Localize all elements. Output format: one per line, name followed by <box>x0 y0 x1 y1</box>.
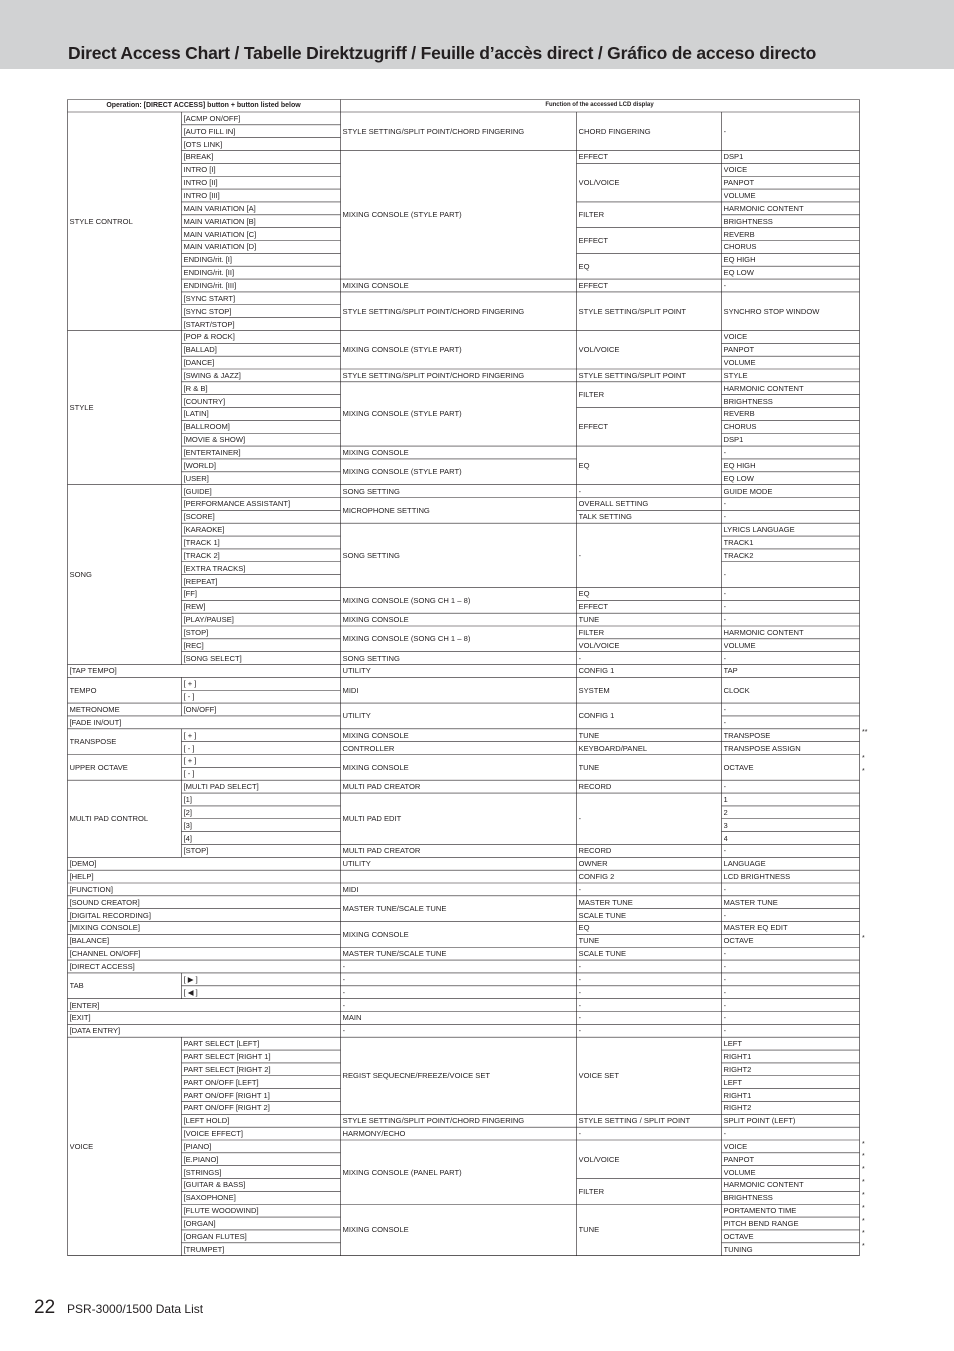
display-label: MIXING CONSOLE <box>342 448 409 458</box>
parameter-label: VOLUME <box>723 1167 756 1177</box>
parameter-label: TRACK1 <box>723 537 754 547</box>
button-label: [USER] <box>183 473 209 483</box>
button-label: [PERFORMANCE ASSISTANT] <box>183 499 291 509</box>
sub-display-label: TUNE <box>578 1225 600 1235</box>
parameter-label: - <box>723 1129 727 1139</box>
sub-display-label: - <box>578 1000 582 1010</box>
display-label: - <box>342 1000 346 1010</box>
parameter-label: - <box>723 653 727 663</box>
parameter-label: HARMONIC CONTENT <box>723 1180 804 1190</box>
operation-group-label: [SOUND CREATOR] <box>69 897 140 907</box>
parameter-label: DSP1 <box>723 152 744 162</box>
display-label: UTILITY <box>342 859 371 869</box>
operation-group-label: [CHANNEL ON/OFF] <box>69 949 141 959</box>
parameter-label: CHORUS <box>723 242 757 252</box>
parameter-label: - <box>723 280 727 290</box>
sub-display-label: STYLE SETTING/SPLIT POINT <box>578 306 686 316</box>
parameter-label: VOLUME <box>723 358 756 368</box>
button-label: [VOICE EFFECT] <box>183 1129 243 1139</box>
parameter-label: RIGHT1 <box>723 1090 752 1100</box>
operation-group-label: [DEMO] <box>69 859 97 869</box>
page-title: Direct Access Chart / Tabelle Direktzugriff / Feuille d’accès direct / Gráfico de acceso directo <box>68 43 817 63</box>
footnote-marker: * <box>862 1230 865 1238</box>
display-label: UTILITY <box>342 711 371 721</box>
operation-group-label: SONG <box>69 570 92 580</box>
sub-display-label: EQ <box>578 923 590 933</box>
footnote-marker: * <box>862 755 865 762</box>
sub-display-label: EQ <box>578 589 590 599</box>
parameter-label: - <box>723 717 727 727</box>
sub-display-label: - <box>578 987 582 997</box>
button-label: [ + ] <box>183 730 197 740</box>
parameter-label: LCD BRIGHTNESS <box>723 872 791 882</box>
sub-display-label: SCALE TUNE <box>578 910 627 920</box>
button-label: MAIN VARIATION [B] <box>183 216 256 226</box>
button-label: [MOVIE & SHOW] <box>183 435 246 445</box>
parameter-label: 4 <box>723 833 728 843</box>
parameter-label: PANPOT <box>723 345 755 355</box>
sub-display-label: - <box>578 1026 582 1036</box>
operation-group-label: VOICE <box>69 1141 94 1151</box>
parameter-label: TRANSPOSE <box>723 730 771 740</box>
button-label: [3] <box>183 820 192 830</box>
parameter-label: - <box>723 1013 727 1023</box>
button-label: [OTS LINK] <box>183 139 223 149</box>
button-label: PART SELECT [LEFT] <box>183 1039 260 1049</box>
parameter-label: PORTAMENTO TIME <box>723 1206 797 1216</box>
parameter-label: - <box>723 962 727 972</box>
parameter-label: EQ LOW <box>723 473 754 483</box>
display-label: STYLE SETTING/SPLIT POINT/CHORD FINGERING <box>342 1116 525 1126</box>
sub-display-label: - <box>578 486 582 496</box>
parameter-label: REVERB <box>723 409 755 419</box>
parameter-label: TUNING <box>723 1244 753 1254</box>
footnote-marker: * <box>862 1166 865 1174</box>
button-label: [COUNTRY] <box>183 396 226 406</box>
sub-display-label: TALK SETTING <box>578 512 632 522</box>
parameter-label: PANPOT <box>723 178 755 188</box>
button-label: [ - ] <box>183 743 195 753</box>
parameter-label: - <box>723 846 727 856</box>
parameter-label: HARMONIC CONTENT <box>723 203 804 213</box>
sub-display-label: FILTER <box>578 390 605 400</box>
parameter-label: OCTAVE <box>723 936 754 946</box>
parameter-label: - <box>723 448 727 458</box>
display-label: REGIST SEQUECNE/FREEZE/VOICE SET <box>342 1071 491 1081</box>
button-label: [FF] <box>183 589 197 599</box>
parameter-label: EQ LOW <box>723 268 754 278</box>
button-label: [BALLROOM] <box>183 422 230 432</box>
button-label: [ ▶ ] <box>183 974 198 984</box>
button-label: [ + ] <box>183 679 197 689</box>
display-label: MIXING CONSOLE <box>342 762 409 772</box>
sub-display-label: SYSTEM <box>578 685 610 695</box>
button-label: [STRINGS] <box>183 1167 222 1177</box>
operation-group-label: [ENTER] <box>69 1000 100 1010</box>
display-label: MULTI PAD CREATOR <box>342 782 421 792</box>
parameter-label: DSP1 <box>723 435 744 445</box>
operation-group-label: [FUNCTION] <box>69 884 113 894</box>
button-label: MAIN VARIATION [A] <box>183 203 256 213</box>
button-label: [SCORE] <box>183 512 215 522</box>
display-label: MIDI <box>342 685 359 695</box>
button-label: [ORGAN] <box>183 1219 216 1229</box>
parameter-label: PITCH BEND RANGE <box>723 1219 799 1229</box>
sub-display-label: - <box>578 550 582 560</box>
footer-doc-title: PSR-3000/1500 Data List <box>67 1302 204 1316</box>
button-label: [POP & ROCK] <box>183 332 235 342</box>
sub-display-label: MASTER TUNE <box>578 897 633 907</box>
button-label: [4] <box>183 833 192 843</box>
display-label: MASTER TUNE/SCALE TUNE <box>342 904 447 914</box>
button-label: ENDING/rit. [I] <box>183 255 233 265</box>
button-label: [FLUTE WOODWIND] <box>183 1206 259 1216</box>
parameter-label: SPLIT POINT (LEFT) <box>723 1116 796 1126</box>
sub-display-label: CONFIG 1 <box>578 666 615 676</box>
button-label: INTRO [II] <box>183 178 218 188</box>
display-label: STYLE SETTING/SPLIT POINT/CHORD FINGERING <box>342 370 525 380</box>
parameter-label: VOICE <box>723 332 748 342</box>
parameter-label: HARMONIC CONTENT <box>723 627 804 637</box>
display-label: MIXING CONSOLE <box>342 280 409 290</box>
display-label: MASTER TUNE/SCALE TUNE <box>342 949 447 959</box>
button-label: [START/STOP] <box>183 319 235 329</box>
sub-display-label: VOICE SET <box>578 1071 620 1081</box>
parameter-label: - <box>723 589 727 599</box>
sub-display-label: KEYBOARD/PANEL <box>578 743 648 753</box>
parameter-label: CLOCK <box>723 685 750 695</box>
display-label: STYLE SETTING/SPLIT POINT/CHORD FINGERING <box>342 306 525 316</box>
button-label: [KARAOKE] <box>183 525 225 535</box>
button-label: PART SELECT [RIGHT 2] <box>183 1064 271 1074</box>
display-label: MIXING CONSOLE (SONG CH 1 – 8) <box>342 634 471 644</box>
button-label: [MULTI PAD SELECT] <box>183 782 259 792</box>
button-label: [ENTERTAINER] <box>183 448 241 458</box>
sub-display-label: TUNE <box>578 730 600 740</box>
button-label: [STOP] <box>183 627 209 637</box>
sub-display-label: EFFECT <box>578 236 609 245</box>
display-label: MICROPHONE SETTING <box>342 505 430 515</box>
parameter-label: - <box>723 705 727 715</box>
operation-group-label: [EXIT] <box>69 1013 91 1023</box>
operation-group-label: TAB <box>69 981 84 991</box>
sub-display-label: OWNER <box>578 859 608 869</box>
parameter-label: OCTAVE <box>723 762 754 772</box>
operation-group-label: [MIXING CONSOLE] <box>69 923 140 933</box>
button-label: [1] <box>183 794 192 804</box>
parameter-label: EQ HIGH <box>723 460 756 470</box>
sub-display-label: VOL/VOICE <box>578 178 620 188</box>
parameter-label: RIGHT2 <box>723 1103 752 1113</box>
operation-group-label: [FADE IN/OUT] <box>69 717 122 727</box>
button-label: [GUIDE] <box>183 486 212 496</box>
display-label: MIXING CONSOLE (STYLE PART) <box>342 409 462 419</box>
button-label: MAIN VARIATION [D] <box>183 242 257 252</box>
button-label: [SYNC STOP] <box>183 306 232 316</box>
sub-display-label: EFFECT <box>578 280 609 290</box>
parameter-label: MASTER EQ EDIT <box>723 923 788 933</box>
display-label: SONG SETTING <box>342 653 400 663</box>
operation-group-label: [BALANCE] <box>69 936 110 946</box>
header-function: Function of the accessed LCD display <box>545 101 654 108</box>
button-label: [TRACK 2] <box>183 550 220 560</box>
button-label: ENDING/rit. [II] <box>183 268 235 278</box>
button-label: PART ON/OFF [LEFT] <box>183 1077 259 1087</box>
button-label: [ - ] <box>183 692 195 702</box>
operation-group-label: METRONOME <box>69 705 120 715</box>
display-label: MIXING CONSOLE (PANEL PART) <box>342 1167 462 1177</box>
display-label: - <box>342 974 346 984</box>
footnote-marker: * <box>862 1217 865 1225</box>
button-label: [TRACK 1] <box>183 537 220 547</box>
button-label: INTRO [III] <box>183 191 220 201</box>
sub-display-label: EFFECT <box>578 152 609 162</box>
sub-display-label: FILTER <box>578 627 605 637</box>
sub-display-label: EFFECT <box>578 422 609 432</box>
display-label: UTILITY <box>342 666 371 676</box>
parameter-label: - <box>723 1026 727 1036</box>
display-label: HARMONY/ECHO <box>342 1129 406 1139</box>
sub-display-label: STYLE SETTING/SPLIT POINT <box>578 370 686 380</box>
button-label: PART ON/OFF [RIGHT 2] <box>183 1103 270 1113</box>
sub-display-label: TUNE <box>578 615 600 625</box>
parameter-label: - <box>723 570 727 580</box>
parameter-label: GUIDE MODE <box>723 486 773 496</box>
header-operation: Operation: [DIRECT ACCESS] button + button listed below <box>106 101 301 109</box>
parameter-label: VOICE <box>723 1141 748 1151</box>
parameter-label: STYLE <box>723 370 748 380</box>
parameter-label: - <box>723 499 727 509</box>
sub-display-label: - <box>578 1013 582 1023</box>
display-label: STYLE SETTING/SPLIT POINT/CHORD FINGERING <box>342 126 525 136</box>
button-label: [BREAK] <box>183 152 214 162</box>
parameter-label: SYNCHRO STOP WINDOW <box>723 306 820 316</box>
footnote-marker: * <box>862 1243 865 1251</box>
display-label: MIXING CONSOLE (SONG CH 1 – 8) <box>342 595 471 605</box>
parameter-label: REVERB <box>723 229 755 239</box>
parameter-label: TRANSPOSE ASSIGN <box>723 743 801 753</box>
sub-display-label: - <box>578 962 582 972</box>
parameter-label: VOLUME <box>723 640 756 650</box>
sub-display-label: RECORD <box>578 782 612 792</box>
sub-display-label: EFFECT <box>578 602 609 612</box>
button-label: [ ◀ ] <box>183 987 198 997</box>
display-label: MIXING CONSOLE (STYLE PART) <box>342 467 462 477</box>
operation-group-label: [DATA ENTRY] <box>69 1026 121 1036</box>
button-label: [ORGAN FLUTES] <box>183 1231 247 1241</box>
operation-group-label: [TAP TEMPO] <box>69 666 117 676</box>
display-label: MAIN <box>342 1013 362 1023</box>
parameter-label: - <box>723 615 727 625</box>
sub-display-label: TUNE <box>578 762 600 772</box>
display-label: MIXING CONSOLE <box>342 1225 409 1235</box>
sub-display-label: OVERALL SETTING <box>578 499 649 509</box>
button-label: [ + ] <box>183 756 197 766</box>
footnote-marker: ** <box>862 729 868 737</box>
sub-display-label: - <box>578 884 582 894</box>
button-label: [GUITAR & BASS] <box>183 1180 246 1190</box>
parameter-label: - <box>723 949 727 959</box>
button-label: [E.PIANO] <box>183 1154 219 1164</box>
display-label: SONG SETTING <box>342 486 400 496</box>
parameter-label: - <box>723 910 727 920</box>
button-label: [SYNC START] <box>183 293 236 303</box>
operation-group-label: [HELP] <box>69 872 94 882</box>
sub-display-label: TUNE <box>578 936 600 946</box>
button-label: [STOP] <box>183 846 209 856</box>
sub-display-label: EQ <box>578 460 590 470</box>
operation-group-label: TRANSPOSE <box>69 737 117 747</box>
sub-display-label: EQ <box>578 261 590 271</box>
parameter-label: - <box>723 974 727 984</box>
sub-display-label: FILTER <box>578 1186 605 1196</box>
button-label: INTRO [I] <box>183 165 216 175</box>
parameter-label: TAP <box>723 666 738 676</box>
sub-display-label: RECORD <box>578 846 612 856</box>
sub-display-label: VOL/VOICE <box>578 345 620 355</box>
display-label: MIXING CONSOLE <box>342 730 409 740</box>
display-label: - <box>342 987 346 997</box>
footnote-marker: * <box>862 1204 865 1212</box>
sub-display-label: - <box>578 653 582 663</box>
footnote-marker: * <box>862 1153 865 1161</box>
sub-display-label: FILTER <box>578 210 605 220</box>
display-label: MULTI PAD CREATOR <box>342 846 421 856</box>
sub-display-label: - <box>578 1129 582 1139</box>
parameter-label: - <box>723 512 727 522</box>
button-label: [2] <box>183 807 192 817</box>
button-label: MAIN VARIATION [C] <box>183 229 257 239</box>
operation-group-label: UPPER OCTAVE <box>69 762 128 772</box>
parameter-label: - <box>723 987 727 997</box>
button-label: [BALLAD] <box>183 345 217 355</box>
parameter-label: - <box>723 1000 727 1010</box>
button-label: [REPEAT] <box>183 576 218 586</box>
button-label: [R & B] <box>183 383 208 393</box>
button-label: [WORLD] <box>183 460 216 470</box>
button-label: [TRUMPET] <box>183 1244 225 1254</box>
button-label: [SONG SELECT] <box>183 653 242 663</box>
parameter-label: EQ HIGH <box>723 255 756 265</box>
parameter-label: CHORUS <box>723 422 757 432</box>
button-label: [DANCE] <box>183 358 215 368</box>
parameter-label: VOICE <box>723 165 748 175</box>
footnote-marker: * <box>862 934 865 942</box>
footnote-marker: * <box>862 767 865 775</box>
button-label: [REW] <box>183 602 206 612</box>
parameter-label: - <box>723 782 727 792</box>
operation-group-label: MULTI PAD CONTROL <box>69 814 149 824</box>
button-label: [ - ] <box>183 769 195 779</box>
parameter-label: - <box>723 126 727 136</box>
parameter-label: BRIGHTNESS <box>723 1193 773 1203</box>
footnote-marker: * <box>862 1179 865 1187</box>
parameter-label: TRACK2 <box>723 550 754 560</box>
button-label: [REC] <box>183 640 204 650</box>
operation-group-label: [DIGITAL RECORDING] <box>69 910 151 920</box>
parameter-label: - <box>723 884 727 894</box>
display-label: SONG SETTING <box>342 550 400 560</box>
sub-display-label: STYLE SETTING / SPLIT POINT <box>578 1116 691 1126</box>
display-label: MULTI PAD EDIT <box>342 814 402 824</box>
sub-display-label: CHORD FINGERING <box>578 126 651 136</box>
button-label: [EXTRA TRACKS] <box>183 563 246 573</box>
button-label: [ACMP ON/OFF] <box>183 113 241 123</box>
sub-display-label: SCALE TUNE <box>578 949 627 959</box>
parameter-label: PANPOT <box>723 1154 755 1164</box>
display-label: MIXING CONSOLE <box>342 929 409 939</box>
button-label: [PLAY/PAUSE] <box>183 615 234 625</box>
operation-group-label: STYLE CONTROL <box>69 216 133 226</box>
footnote-marker: * <box>862 1140 865 1148</box>
display-label: MIDI <box>342 884 359 894</box>
sub-display-label: - <box>578 974 582 984</box>
operation-group-label: STYLE <box>69 403 94 413</box>
button-label: [SWING & JAZZ] <box>183 370 241 380</box>
sub-display-label: VOL/VOICE <box>578 640 620 650</box>
parameter-label: 1 <box>723 794 728 804</box>
display-label: CONTROLLER <box>342 743 395 753</box>
parameter-label: BRIGHTNESS <box>723 396 773 406</box>
parameter-label: 2 <box>723 807 728 817</box>
button-label: ENDING/rit. [III] <box>183 280 237 290</box>
button-label: [LATIN] <box>183 409 209 419</box>
operation-group-label: [DIRECT ACCESS] <box>69 962 135 972</box>
button-label: [LEFT HOLD] <box>183 1116 230 1126</box>
display-label: MIXING CONSOLE (STYLE PART) <box>342 345 462 355</box>
parameter-label: LEFT <box>723 1039 743 1049</box>
parameter-label: - <box>723 602 727 612</box>
parameter-label: VOLUME <box>723 191 756 201</box>
display-label: - <box>342 1026 346 1036</box>
button-label: PART ON/OFF [RIGHT 1] <box>183 1090 270 1100</box>
button-label: [SAXOPHONE] <box>183 1193 236 1203</box>
direct-access-table <box>67 99 868 1255</box>
parameter-label: 3 <box>723 820 728 830</box>
display-label: MIXING CONSOLE (STYLE PART) <box>342 210 462 220</box>
parameter-label: BRIGHTNESS <box>723 216 773 226</box>
parameter-label: MASTER TUNE <box>723 897 778 907</box>
page-number: 22 <box>34 1297 56 1318</box>
display-label: - <box>342 962 346 972</box>
button-label: [AUTO FILL IN] <box>183 126 236 136</box>
button-label: [PIANO] <box>183 1141 212 1151</box>
footnote-marker: * <box>862 1191 865 1199</box>
button-label: PART SELECT [RIGHT 1] <box>183 1051 271 1061</box>
button-label: [ON/OFF] <box>183 705 217 715</box>
sub-display-label: CONFIG 2 <box>578 872 615 882</box>
parameter-label: RIGHT1 <box>723 1051 752 1061</box>
parameter-label: LEFT <box>723 1077 743 1087</box>
parameter-label: RIGHT2 <box>723 1064 752 1074</box>
parameter-label: LYRICS LANGUAGE <box>723 525 795 535</box>
sub-display-label: VOL/VOICE <box>578 1154 620 1164</box>
parameter-label: HARMONIC CONTENT <box>723 383 804 393</box>
parameter-label: LANGUAGE <box>723 859 766 869</box>
operation-group-label: TEMPO <box>69 685 97 695</box>
display-label: MIXING CONSOLE <box>342 615 409 625</box>
parameter-label: OCTAVE <box>723 1231 754 1241</box>
sub-display-label: - <box>578 814 582 824</box>
sub-display-label: CONFIG 1 <box>578 711 615 721</box>
